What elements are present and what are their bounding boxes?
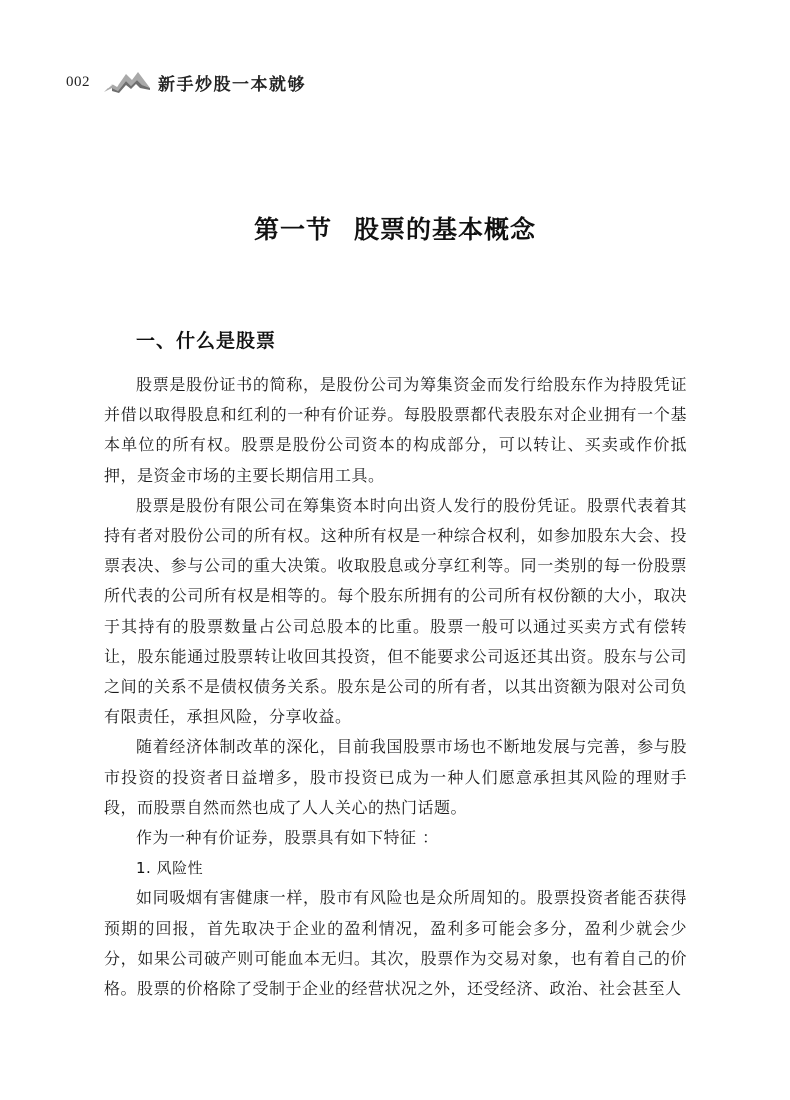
mountain-logo-icon — [104, 66, 150, 94]
paragraph-4: 作为一种有价证券，股票具有如下特征 ： — [136, 828, 439, 848]
page-header — [66, 62, 466, 102]
subheading-what-is-stock: 一、什么是股票 — [136, 330, 277, 352]
body-text — [104, 370, 687, 1004]
section-title — [0, 210, 790, 246]
page-number: 002 — [66, 74, 90, 90]
paragraph-2: 股票是股份有限公司在筹集资本时向出资人发行的股份凭证。股票代表着其持有者对股份公司的所有权。这种所有权是一种综合权利，如参加股东大会、投票表决、参与公司的重大决策。收取股息或分享红利等。同一类别的每一份股票所代表的公司所有权是相等的。每个股东所拥有的公司所有权份额的大小，取决于其持有的股票数量占公司总股本的比重。股票一般可以通过买卖方式有偿转让，股东能通过股票转让收回其投资，但不能要求公司返还其出资。股东与公司之间的关系不是债权债务关系。股东是公司的所有者，以其出资额为限对公司负有限责任，承担风险，分享收益。 — [104, 495, 687, 727]
section-title-text: 股票的基本概念 — [354, 215, 537, 244]
feature-heading-risk: 1. 风险性 — [136, 859, 204, 878]
paragraph-3: 随着经济体制改革的深化，目前我国股票市场也不断地发展与完善，参与股市投资的投资者日益增多，股市投资已成为一种人们愿意承担其风险的理财手段，而股票自然而然也成了人人关心的热门话题。 — [104, 737, 687, 817]
paragraph-5: 如同吸烟有害健康一样，股市有风险也是众所周知的。股票投资者能否获得预期的回报，首先取决于企业的盈利情况，盈利多可能会多分，盈利少就会少分，如果公司破产则可能血本无归。其次，股票作为交易对象，也有着自己的价格。股票的价格除了受制于企业的经营状况之外，还受经济、政治、社会甚至人 — [104, 888, 687, 999]
paragraph-1: 股票是股份证书的简称，是股份公司为筹集资金而发行给股东作为持股凭证并借以取得股息和红利的一种有价证券。每股股票都代表股东对企业拥有一个基本单位的所有权。股票是股份公司资本的构成部分，可以转让、买卖或作价抵押，是资金市场的主要长期信用工具。 — [104, 375, 687, 485]
section-label: 第一节 — [253, 215, 332, 244]
book-title: 新手炒股一本就够 — [158, 75, 306, 95]
